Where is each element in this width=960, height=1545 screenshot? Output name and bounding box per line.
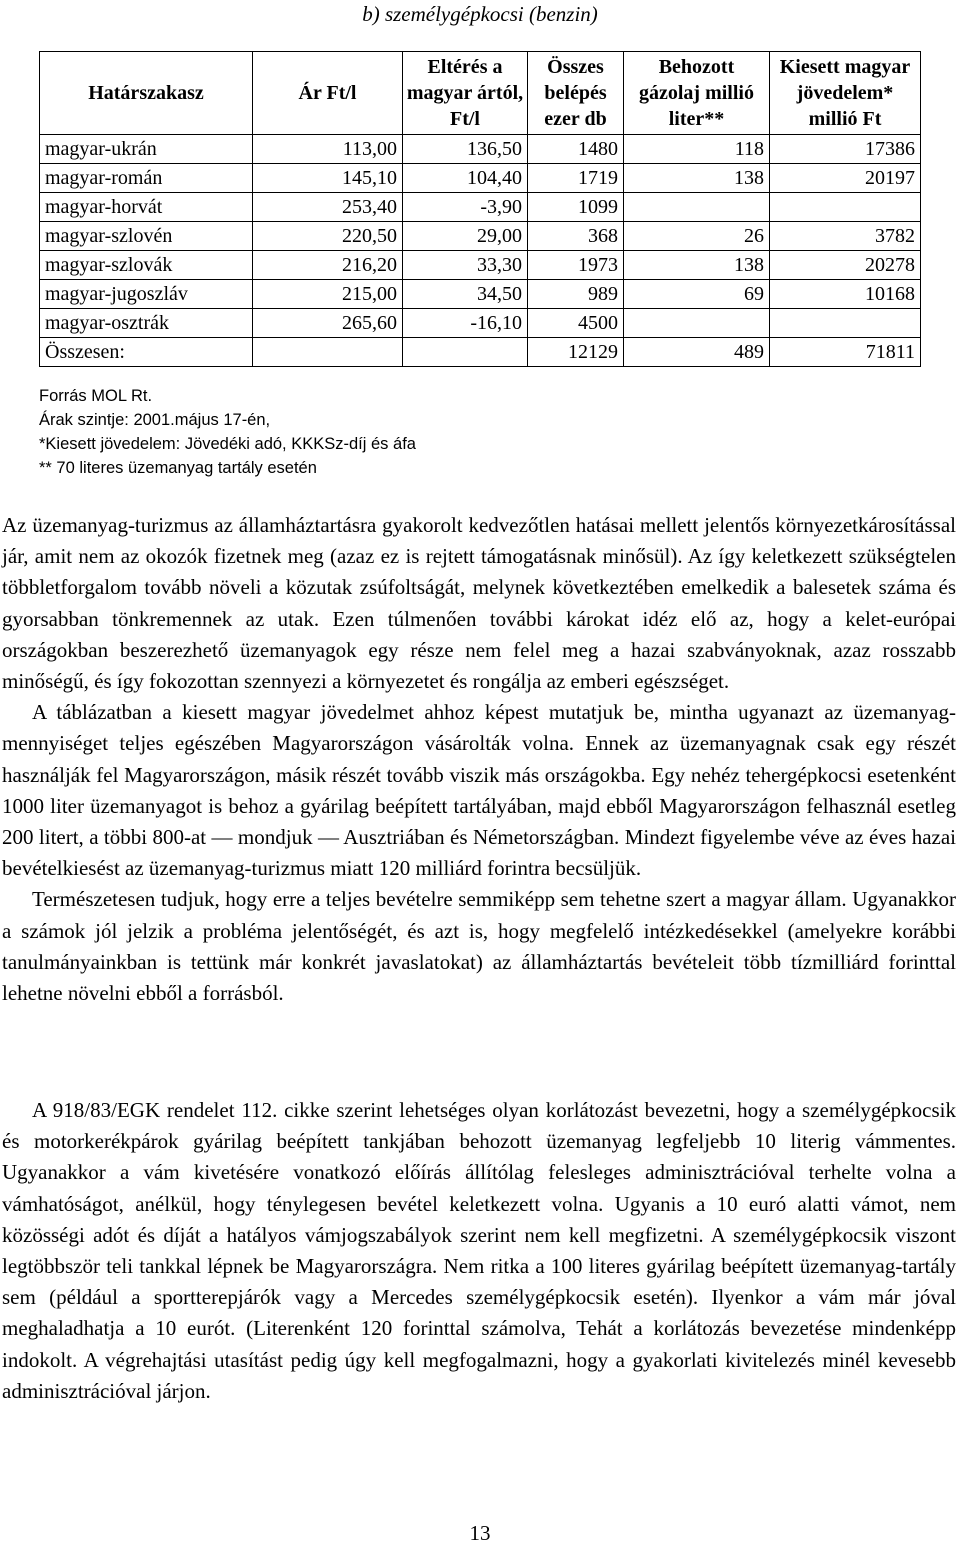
- table-row: [40, 251, 921, 280]
- table-row: [40, 135, 921, 164]
- cell-border-section: magyar-ukrán: [40, 135, 253, 164]
- note-source: Forrás MOL Rt.: [39, 387, 153, 405]
- paragraph: A 918/83/EGK rendelet 112. cikke szerint lehetséges olyan korlátozást bevezetni, hogy a személygépkocsik és motorkerékpárok gyárilag beépített tankjában behozott üzemanyag legfeljebb 10 literig vámmentes. Ugyanakkor a vám kivetésére vonatkozó előírás állítólag felesleges adminisztrációval terhelte volna a vámhatóságot, anélkül, hogy ténylegesen bevétel keletkezett volna. Ugyanis a 10 euró alatti vámot, nem közösségi adót és díját a hatályos vámjogszabályok szerint nem kell megfizetni. A személygépkocsik viszont legtöbbször teli tankkal lépnek be Magyarországra. Nem ritka a 100 literes gyárilag beépített üzemanyag-tartály sem (például a sportterepjárók vagy a Mercedes személygépkocsik esetén). Ilyenkor a vám már jóval meghaladhatja a 10 eurót. (Literenként 120 forinttal számolva, Tehát a korlátozás bevezetése mindenképp indokolt. A végrehajtási utasítást pedig úgy kell megfogalmazni, hogy a gyakorlati kivitelezés minél kevesebb adminisztrációval járjon.: [2, 1098, 956, 1403]
- table-row: [40, 222, 921, 251]
- cell-lost-income: 17386: [770, 135, 921, 164]
- cell-total-entries: 368: [528, 222, 624, 251]
- cell-price: 265,60: [253, 309, 403, 338]
- cell-total-entries: 12129: [528, 338, 624, 367]
- body-text-section-2: [2, 1095, 956, 1407]
- cell-imported-fuel: 26: [624, 222, 770, 251]
- header-price: Ár Ft/l: [253, 52, 403, 135]
- cell-border-section: magyar-jugoszláv: [40, 280, 253, 309]
- cell-imported-fuel: 489: [624, 338, 770, 367]
- paragraph: Az üzemanyag-turizmus az államháztartásra gyakorolt kedvezőtlen hatásai mellett jelentős környezetkárosítással jár, amit nem az okozók fizetnek meg (azaz ez is rejtett támogatásnak minősül). Az így keletkezett szükségtelen többletforgalom tovább növeli a közutak zsúfoltságát, melynek következtében emelkedik a balesetek száma és gyorsabban tönkremennek az utak. Ezen túlmenően további károkat idéz elő az, hogy a kelet-európai országokban beszerezhető üzemanyagok egy része nem felel meg a hazai szabványoknak, azaz rosszabb minőségű, és így fokozottan szennyezi a környezetet és rongálja az emberi egészséget.: [2, 513, 956, 694]
- cell-price: [253, 338, 403, 367]
- header-price-difference: Eltérés a magyar ártól, Ft/l: [403, 52, 528, 135]
- cell-imported-fuel: 138: [624, 164, 770, 193]
- border-crossing-table: [39, 51, 921, 367]
- cell-price: 215,00: [253, 280, 403, 309]
- cell-price-difference: 104,40: [403, 164, 528, 193]
- table-row: [40, 164, 921, 193]
- cell-lost-income: [770, 193, 921, 222]
- cell-lost-income: 3782: [770, 222, 921, 251]
- cell-lost-income: 20197: [770, 164, 921, 193]
- cell-price-difference: [403, 338, 528, 367]
- table-total-row: [40, 338, 921, 367]
- paragraph: A táblázatban a kiesett magyar jövedelmet ahhoz képest mutatjuk be, mintha ugyanazt az üzemanyag-mennyiséget teljes egészében Magyarországon vásárolták volna. Ennek az üzemanyagnak csak egy részét használják fel Magyarországon, másik részét tovább viszik más országokba. Egy nehéz tehergépkocsi esetenként 1000 liter üzemanyagot is behoz a gyárilag beépített tartályában, majd ebből Magyarországon felhasznál esetleg 200 litert, a többi 800-at — mondjuk — Ausztriában és Németországban. Mindezt figyelembe véve az éves hazai bevételkiesést az üzemanyag-turizmus miatt 120 milliárd forintra becsüljük.: [2, 700, 956, 881]
- cell-total-entries: 1480: [528, 135, 624, 164]
- header-total-entries: Összes belépés ezer db: [528, 52, 624, 135]
- cell-imported-fuel: [624, 193, 770, 222]
- cell-border-section: magyar-szlovén: [40, 222, 253, 251]
- body-text-section-1: [2, 510, 956, 1009]
- header-imported-fuel: Behozott gázolaj millió liter**: [624, 52, 770, 135]
- cell-price: 113,00: [253, 135, 403, 164]
- cell-border-section: magyar-osztrák: [40, 309, 253, 338]
- cell-imported-fuel: 138: [624, 251, 770, 280]
- cell-lost-income: 10168: [770, 280, 921, 309]
- cell-total-entries: 1719: [528, 164, 624, 193]
- cell-imported-fuel: 118: [624, 135, 770, 164]
- note-price-date: Árak szintje: 2001.május 17-én,: [39, 411, 271, 429]
- cell-lost-income: 20278: [770, 251, 921, 280]
- cell-price: 220,50: [253, 222, 403, 251]
- cell-price: 253,40: [253, 193, 403, 222]
- cell-price-difference: -16,10: [403, 309, 528, 338]
- table-caption: b) személygépkocsi (benzin): [362, 2, 598, 26]
- cell-total-entries: 989: [528, 280, 624, 309]
- cell-imported-fuel: 69: [624, 280, 770, 309]
- cell-border-section: magyar-szlovák: [40, 251, 253, 280]
- page-number: 13: [469, 1521, 491, 1545]
- table-row: [40, 280, 921, 309]
- table-row: [40, 193, 921, 222]
- cell-price-difference: -3,90: [403, 193, 528, 222]
- table-header-row: [40, 52, 921, 135]
- paragraph: Természetesen tudjuk, hogy erre a teljes bevételre semmiképp sem tehetne szert a magyar állam. Ugyanakkor a számok jól jelzik a probléma jelentőségét, és azt is, hogy megfelelő intézkedésekkel (amelyekre korábbi tanulmányainkban is tettünk már konkrét javaslatokat) az államháztartás bevételeit több tízmilliárd forinttal lehetne növelni ebből a forrásból.: [2, 887, 956, 1006]
- cell-total-label: Összesen:: [40, 338, 253, 367]
- cell-price-difference: 136,50: [403, 135, 528, 164]
- cell-imported-fuel: [624, 309, 770, 338]
- cell-price: 145,10: [253, 164, 403, 193]
- note-tank-size: ** 70 literes üzemanyag tartály esetén: [39, 459, 317, 477]
- note-lost-income-definition: *Kiesett jövedelem: Jövedéki adó, KKKSz-díj és áfa: [39, 435, 416, 453]
- cell-price: 216,20: [253, 251, 403, 280]
- cell-lost-income: [770, 309, 921, 338]
- cell-price-difference: 33,30: [403, 251, 528, 280]
- cell-lost-income: 71811: [770, 338, 921, 367]
- cell-price-difference: 34,50: [403, 280, 528, 309]
- cell-price-difference: 29,00: [403, 222, 528, 251]
- table-notes: [39, 384, 416, 480]
- header-lost-income: Kiesett magyar jövedelem* millió Ft: [770, 52, 921, 135]
- cell-total-entries: 1099: [528, 193, 624, 222]
- cell-total-entries: 4500: [528, 309, 624, 338]
- header-border-section: Határszakasz: [40, 52, 253, 135]
- cell-border-section: magyar-horvát: [40, 193, 253, 222]
- table-row: [40, 309, 921, 338]
- cell-total-entries: 1973: [528, 251, 624, 280]
- cell-border-section: magyar-román: [40, 164, 253, 193]
